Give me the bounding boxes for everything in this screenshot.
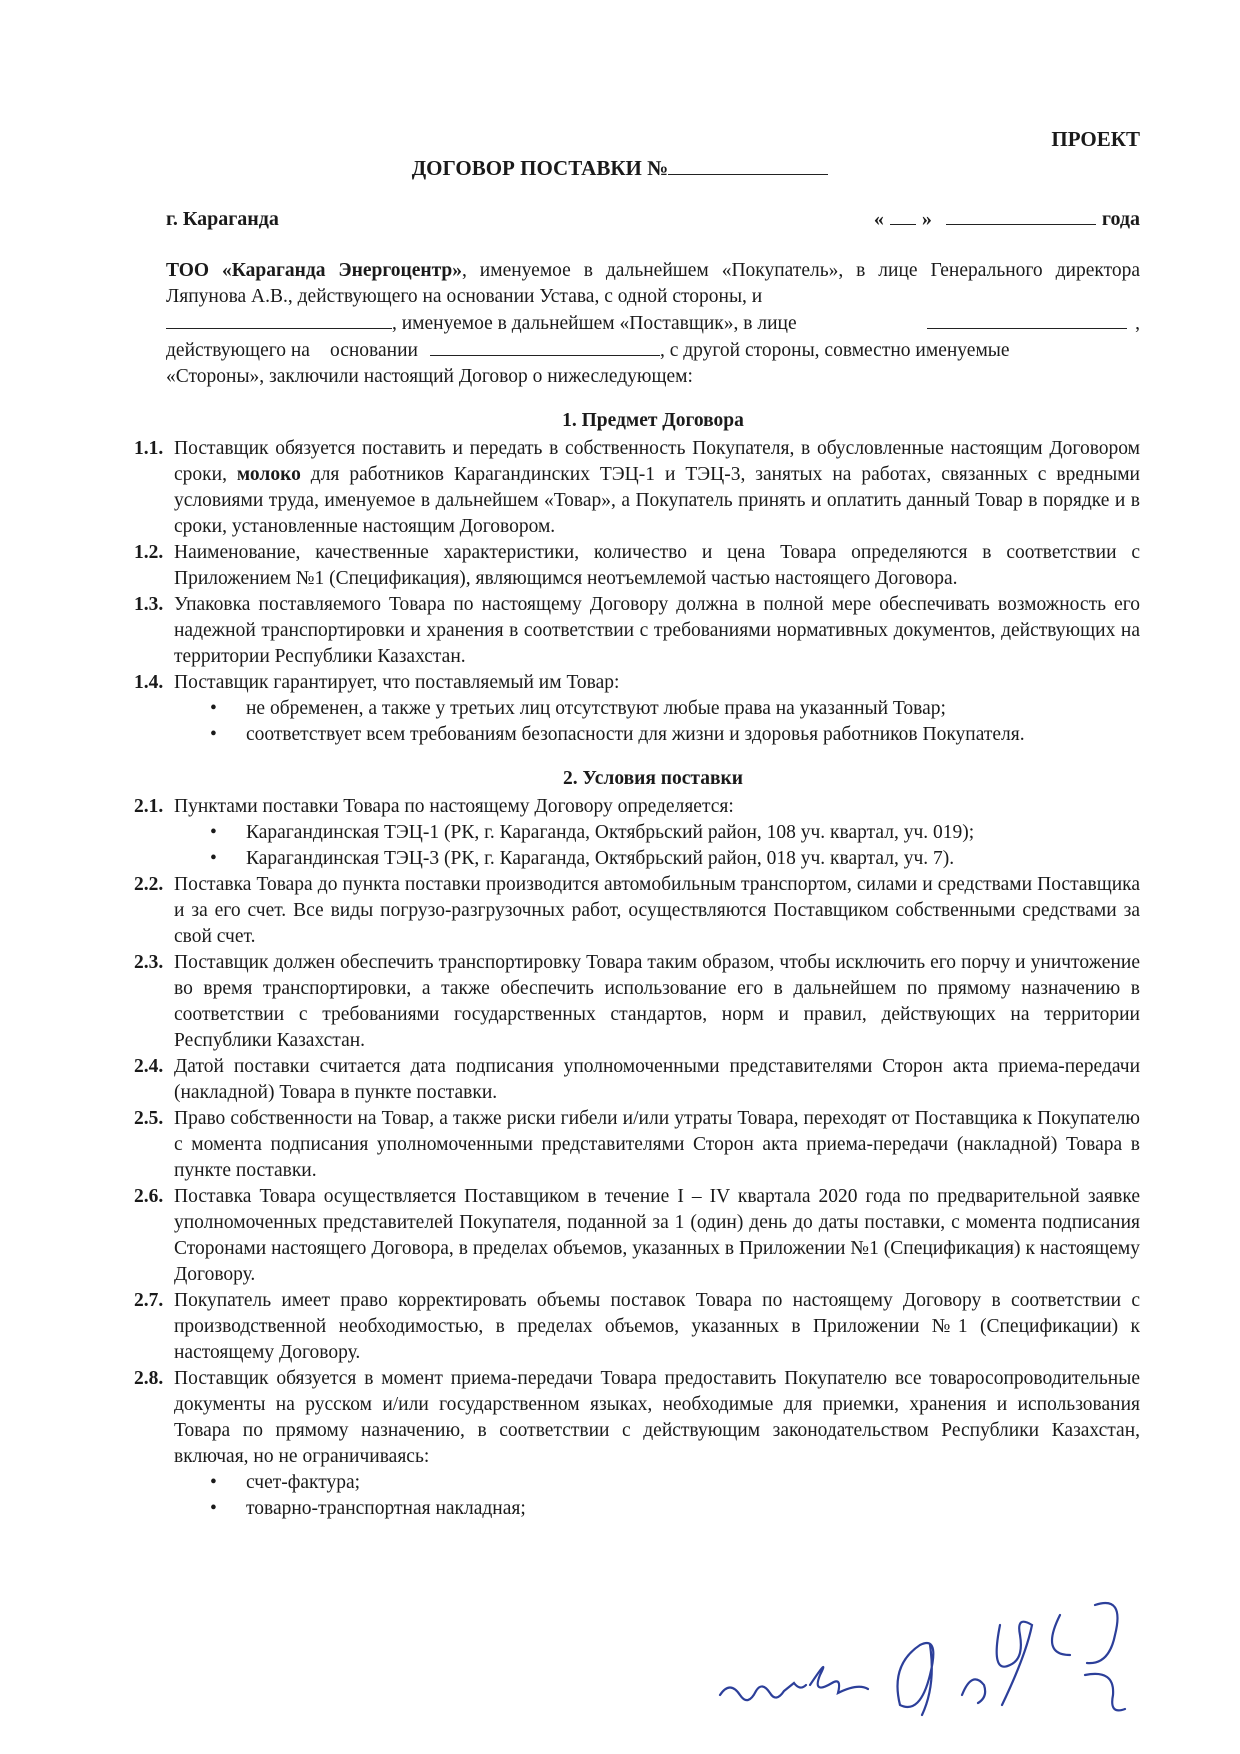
contract-title [0, 156, 1240, 181]
clause-text: Пунктами поставки Товара по настоящему Договору определяется: [174, 796, 734, 817]
clause-number: 2.6. [134, 1186, 164, 1207]
day-blank [890, 208, 916, 225]
clause-text: Упаковка поставляемого Товара по настоящему Договору должна в полной мере обеспечивать возможность его надежной транспортировки и хранения в соответствии с требованиями нормативных документов, действующих на территории Республики Казахстан. [174, 594, 1140, 667]
clause-number: 2.8. [134, 1368, 164, 1389]
clause-number: 2.3. [134, 952, 164, 973]
clause-1-1 [134, 436, 1140, 540]
clause-text: Поставка Товара осуществляется Поставщиком в течение I – IV квартала 2020 года по предварительной заявке уполномоченных представителей Покупателя, поданной за 1 (один) день до даты поставки, с момента подписания Сторонами настоящего Договора, в пределах объемов, указанных в Приложении №1 (Спецификация) к настоящему Договору. [174, 1186, 1140, 1285]
bullet-icon: • [210, 698, 217, 719]
clause-number: 2.5. [134, 1108, 164, 1129]
clause-2-8 [134, 1366, 1140, 1470]
supplier-line [166, 310, 1140, 337]
city-date-line [166, 208, 1140, 231]
month-blank [946, 208, 1096, 225]
signatures [700, 1585, 1180, 1735]
basis-text-c: , с другой стороны, совместно именуемые [659, 340, 1010, 361]
draft-mark: ПРОЕКТ [1051, 127, 1140, 151]
clause-text: Поставщик гарантирует, что поставляемый им Товар: [174, 672, 620, 693]
preamble [166, 258, 1140, 390]
list-item: • товарно-транспортная накладная; [206, 1496, 1140, 1522]
list-item: • не обременен, а также у третьих лиц отсутствуют любые права на указанный Товар; [206, 696, 1140, 722]
preamble-text: , именуемое в дальнейшем «Покупатель», в лице Генерального директора Ляпунова А.В., действующего на основании Устава, с одной стороны, и [166, 260, 1140, 307]
contract-title-text: ДОГОВОР ПОСТАВКИ № [411, 156, 669, 180]
signature-1 [720, 1683, 806, 1700]
date-field [874, 208, 1140, 231]
clause-2-6 [134, 1184, 1140, 1288]
comma: , [1135, 313, 1140, 334]
document-body [134, 258, 1140, 1522]
basis-blank [430, 337, 660, 356]
product-name: молоко [236, 464, 301, 485]
clause-2-1 [134, 794, 1140, 820]
list-item: • счет-фактура; [206, 1470, 1140, 1496]
list-item: • соответствует всем требованиям безопасности для жизни и здоровья работников Покупателя. [206, 722, 1140, 748]
clause-2-7 [134, 1288, 1140, 1366]
supplier-rep-blank [927, 310, 1127, 329]
clause-2-2 [134, 872, 1140, 950]
basis-text-b: основании [329, 340, 418, 361]
supplier-name-blank [166, 310, 392, 329]
clause-text: Наименование, качественные характеристики, количество и цена Товара определяются в соответствии с Приложением №1 (Спецификация), являющимся неотъемлемой частью настоящего Договора. [174, 542, 1140, 589]
clause-text: Датой поставки считается дата подписания уполномоченными представителями Сторон акта приема-передачи (накладной) Товара в пункте поставки. [174, 1056, 1140, 1103]
basis-text-a: действующего на [166, 340, 310, 361]
clause-number: 1.4. [134, 672, 164, 693]
buyer-name: ТОО «Караганда Энергоцентр» [166, 260, 462, 281]
clause-1-4 [134, 670, 1140, 696]
section-1-title: 1. Предмет Договора [562, 410, 744, 431]
clause-number: 1.1. [134, 438, 164, 459]
preamble-paragraph [166, 258, 1140, 310]
clause-2-8-list [166, 1470, 1140, 1522]
list-item: • Карагандинская ТЭЦ-3 (РК, г. Караганда, Октябрьский район, 018 уч. квартал, уч. 7). [206, 846, 1140, 872]
contract-number-blank [668, 156, 828, 175]
clause-text: Поставщик должен обеспечить транспортировку Товара таким образом, чтобы исключить его порчу и уничтожение во время транспортировки, а также обеспечить использование его в дальнейшем по прямому назначению в соответствии с требованиями государственных стандартов, норм и правил, действующих на территории Республики Казахстан. [174, 952, 1140, 1051]
clause-number: 1.2. [134, 542, 164, 563]
bullet-icon: • [210, 1472, 217, 1493]
clause-text: Право собственности на Товар, а также риски гибели и/или утраты Товара, переходят от Поставщика к Покупателю с момента подписания уполномоченными представителями Сторон акта приема-передачи (накладной) Товара в пункте поставки. [174, 1108, 1140, 1181]
clause-number: 2.4. [134, 1056, 164, 1077]
date-quote-close: » [921, 208, 932, 230]
signature-5 [1052, 1603, 1125, 1710]
signature-3 [898, 1643, 934, 1715]
clause-2-5 [134, 1106, 1140, 1184]
clause-1-3 [134, 592, 1140, 670]
clause-number: 2.2. [134, 874, 164, 895]
city: г. Караганда [166, 208, 279, 230]
clause-2-4 [134, 1054, 1140, 1106]
clause-number: 2.1. [134, 796, 164, 817]
clause-text: Поставщик обязуется в момент приема-передачи Товара предоставить Покупателю все товаросопроводительные документы на русском и/или государственном языках, необходимые для приемки, хранения и использования Товара по прямому назначению, в соответствии с действующим законодательством Республики Казахстан, включая, но не ограничиваясь: [174, 1368, 1140, 1467]
basis-line [166, 337, 1140, 364]
clause-text: Поставщик обязуется поставить и передать в собственность Покупателя, в обусловленные настоящим Договором сроки, молоко для работников Карагандинских ТЭЦ-1 и ТЭЦ-3, занятых на работах, связанных с вредными условиями труда, именуемое в дальнейшем «Товар», а Покупатель принять и оплатить данный Товар в порядке и в сроки, установленные настоящим Договором. [174, 438, 1140, 537]
clause-text: Покупатель имеет право корректировать объемы поставок Товара по настоящему Договору в соответствии с производственной необходимостью, в пределах объемов, указанных в Приложении №1 (Спецификации) к настоящему Договору. [174, 1290, 1140, 1363]
signature-4 [962, 1622, 1032, 1705]
list-item: • Карагандинская ТЭЦ-1 (РК, г. Караганда, Октябрьский район, 108 уч. квартал, уч. 019); [206, 820, 1140, 846]
bullet-icon: • [210, 724, 217, 745]
clause-text: Поставка Товара до пункта поставки производится автомобильным транспортом, силами и средствами Поставщика и за его счет. Все виды погрузо-разгрузочных работ, осуществляются Поставщиком собственными средствами за свой счет. [174, 874, 1140, 947]
section-2-title: 2. Условия поставки [563, 768, 743, 789]
clause-1-4-list [166, 696, 1140, 748]
clause-1-2 [134, 540, 1140, 592]
supplier-text: , именуемое в дальнейшем «Поставщик», в лице [392, 313, 797, 334]
signature-2 [810, 1667, 868, 1693]
clause-number: 2.7. [134, 1290, 164, 1311]
bullet-icon: • [210, 848, 217, 869]
preamble-end: «Стороны», заключили настоящий Договор о нижеследующем: [166, 366, 693, 387]
date-quote-open: « [873, 208, 884, 230]
clause-2-3 [134, 950, 1140, 1054]
bullet-icon: • [210, 822, 217, 843]
clause-2-1-list [166, 820, 1140, 872]
year-word: года [1101, 208, 1140, 230]
bullet-icon: • [210, 1498, 217, 1519]
clause-number: 1.3. [134, 594, 164, 615]
